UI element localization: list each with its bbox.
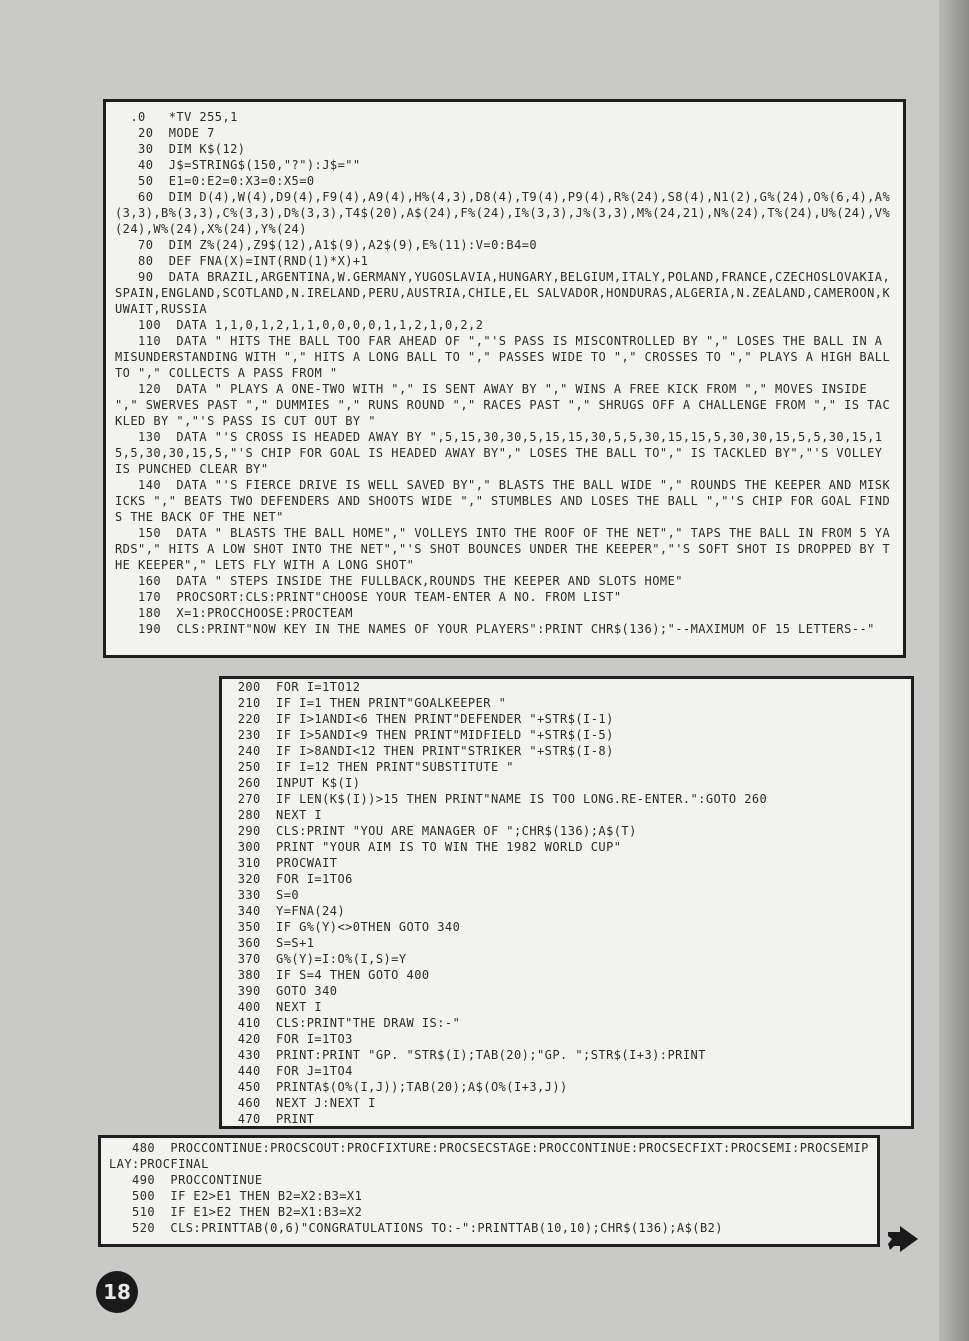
- pointing-hand-arrow-icon: [886, 1224, 920, 1254]
- listing-box-lines-480-520: [98, 1135, 880, 1247]
- code-line: .0 *TV 255,1: [115, 110, 238, 124]
- code-line: 280 NEXT I: [230, 808, 323, 822]
- code-line: 200 FOR I=1TO12: [230, 680, 361, 694]
- code-line: 160 DATA " STEPS INSIDE THE FULLBACK,ROUNDS THE KEEPER AND SLOTS HOME": [115, 574, 683, 588]
- code-line: 180 X=1:PROCCHOOSE:PROCTEAM: [115, 606, 353, 620]
- code-line: 300 PRINT "YOUR AIM IS TO WIN THE 1982 WORLD CUP": [230, 840, 622, 854]
- code-line: 520 CLS:PRINTTAB(0,6)"CONGRATULATIONS TO:-":PRINTTAB(10,10);CHR$(136);A$(B2): [109, 1221, 723, 1235]
- code-line: 220 IF I>1ANDI<6 THEN PRINT"DEFENDER "+STR$(I-1): [230, 712, 614, 726]
- code-line: 250 IF I=12 THEN PRINT"SUBSTITUTE ": [230, 760, 514, 774]
- code-line: 50 E1=0:E2=0:X3=0:X5=0: [115, 174, 315, 188]
- code-line: 100 DATA 1,1,0,1,2,1,1,0,0,0,0,1,1,2,1,0,2,2: [115, 318, 484, 332]
- code-line: 240 IF I>8ANDI<12 THEN PRINT"STRIKER "+STR$(I-8): [230, 744, 614, 758]
- code-line: 350 IF G%(Y)<>0THEN GOTO 340: [230, 920, 461, 934]
- code-line: 110 DATA " HITS THE BALL TOO FAR AHEAD OF ","'S PASS IS MISCONTROLLED BY "," LOSES THE BALL IN A MISUNDERSTANDING WITH "," HITS A LONG BALL TO "," PASSES WIDE TO "," CROSSES TO "," PLAYS A HIGH BALL TO "," COLLECTS A PASS FROM ": [115, 334, 898, 380]
- code-line: 340 Y=FNA(24): [230, 904, 346, 918]
- code-line: 140 DATA "'S FIERCE DRIVE IS WELL SAVED BY"," BLASTS THE BALL WIDE "," ROUNDS THE KEEPER AND MISKICKS "," BEATS TWO DEFENDERS AND SHOOTS WIDE "," STUMBLES AND LOSES THE BALL ","'S CHIP FOR GOAL FINDS THE BACK OF THE NET": [115, 478, 891, 524]
- listing-box-lines-0-190: [103, 99, 906, 658]
- code-line: 20 MODE 7: [115, 126, 215, 140]
- code-line: 470 PRINT: [230, 1112, 315, 1126]
- code-line: 60 DIM D(4),W(4),D9(4),F9(4),A9(4),H%(4,3),D8(4),T9(4),P9(4),R%(24),S8(4),N1(2),G%(24),O%(6,4),A%(3,3),B%(3,3),C%(3,3),D%(3,3),T4$(20),A$(24),F%(24),I%(3,3),J%(3,3),M%(24,21),N%(24),T%(24),U%(24),V%(24),W%(24),X%(24),Y%(24): [115, 190, 891, 236]
- code-line: 400 NEXT I: [230, 1000, 323, 1014]
- code-line: 430 PRINT:PRINT "GP. "STR$(I);TAB(20);"GP. ";STR$(I+3):PRINT: [230, 1048, 706, 1062]
- code-line: 290 CLS:PRINT "YOU ARE MANAGER OF ";CHR$(136);A$(T): [230, 824, 637, 838]
- listing-box-lines-200-470: [219, 676, 914, 1129]
- code-line: 210 IF I=1 THEN PRINT"GOALKEEPER ": [230, 696, 507, 710]
- code-line: 390 GOTO 340: [230, 984, 338, 998]
- code-line: 260 INPUT K$(I): [230, 776, 361, 790]
- code-line: 40 J$=STRING$(150,"?"):J$="": [115, 158, 361, 172]
- page-edge-shadow: [939, 0, 969, 1341]
- code-line: 130 DATA "'S CROSS IS HEADED AWAY BY ",5,15,30,30,5,15,15,30,5,5,30,15,15,5,30,30,15,5,5,30,15,15,5,30,30,15,5,"'S CHIP FOR GOAL IS HEADED AWAY BY"," LOSES THE BALL TO"," IS TACKLED BY","'S VOLLEY IS PUNCHED CLEAR BY": [115, 430, 891, 476]
- code-line: 440 FOR J=1TO4: [230, 1064, 353, 1078]
- code-line: 370 G%(Y)=I:O%(I,S)=Y: [230, 952, 407, 966]
- code-line: 420 FOR I=1TO3: [230, 1032, 353, 1046]
- code-line: 190 CLS:PRINT"NOW KEY IN THE NAMES OF YOUR PLAYERS":PRINT CHR$(136);"--MAXIMUM OF 15 LETTERS--": [115, 622, 875, 636]
- code-line: 30 DIM K$(12): [115, 142, 246, 156]
- code-line: 330 S=0: [230, 888, 300, 902]
- code-line: 490 PROCCONTINUE: [109, 1173, 263, 1187]
- code-line: 310 PROCWAIT: [230, 856, 338, 870]
- code-line: 120 DATA " PLAYS A ONE-TWO WITH "," IS SENT AWAY BY "," WINS A FREE KICK FROM "," MOVES INSIDE "," SWERVES PAST "," DUMMIES "," RUNS ROUND "," RACES PAST "," SHRUGS OFF A CHALLENGE FROM "," IS TACKLED BY ","'S PASS IS CUT OUT BY ": [115, 382, 891, 428]
- code-line: 230 IF I>5ANDI<9 THEN PRINT"MIDFIELD "+STR$(I-5): [230, 728, 614, 742]
- code-line: 410 CLS:PRINT"THE DRAW IS:-": [230, 1016, 461, 1030]
- code-line: 480 PROCCONTINUE:PROCSCOUT:PROCFIXTURE:PROCSECSTAGE:PROCCONTINUE:PROCSECFIXT:PROCSEMI:PROCSEMIPLAY:PROCFINAL: [109, 1141, 869, 1171]
- code-line: 150 DATA " BLASTS THE BALL HOME"," VOLLEYS INTO THE ROOF OF THE NET"," TAPS THE BALL IN FROM 5 YARDS"," HITS A LOW SHOT INTO THE NET","'S SHOT BOUNCES UNDER THE KEEPER","'S SOFT SHOT IS DROPPED BY THE KEEPER"," LETS FLY WITH A LONG SHOT": [115, 526, 891, 572]
- code-line: 500 IF E2>E1 THEN B2=X2:B3=X1: [109, 1189, 363, 1203]
- code-line: 270 IF LEN(K$(I))>15 THEN PRINT"NAME IS TOO LONG.RE-ENTER.":GOTO 260: [230, 792, 768, 806]
- code-line: 90 DATA BRAZIL,ARGENTINA,W.GERMANY,YUGOSLAVIA,HUNGARY,BELGIUM,ITALY,POLAND,FRANCE,CZECHOSLOVAKIA,SPAIN,ENGLAND,SCOTLAND,N.IRELAND,PERU,AUSTRIA,CHILE,EL SALVADOR,HONDURAS,ALGERIA,N.ZEALAND,CAMEROON,KUWAIT,RUSSIA: [115, 270, 891, 316]
- code-line: 450 PRINTA$(O%(I,J));TAB(20);A$(O%(I+3,J)): [230, 1080, 568, 1094]
- code-line: 70 DIM Z%(24),Z9$(12),A1$(9),A2$(9),E%(11):V=0:B4=0: [115, 238, 538, 252]
- code-line: 360 S=S+1: [230, 936, 315, 950]
- code-line: 320 FOR I=1TO6: [230, 872, 353, 886]
- code-line: 380 IF S=4 THEN GOTO 400: [230, 968, 430, 982]
- page-number-badge: 18: [96, 1271, 138, 1313]
- code-line: 510 IF E1>E2 THEN B2=X1:B3=X2: [109, 1205, 363, 1219]
- code-line: 80 DEF FNA(X)=INT(RND(1)*X)+1: [115, 254, 369, 268]
- code-line: 460 NEXT J:NEXT I: [230, 1096, 376, 1110]
- code-line: 170 PROCSORT:CLS:PRINT"CHOOSE YOUR TEAM-ENTER A NO. FROM LIST": [115, 590, 622, 604]
